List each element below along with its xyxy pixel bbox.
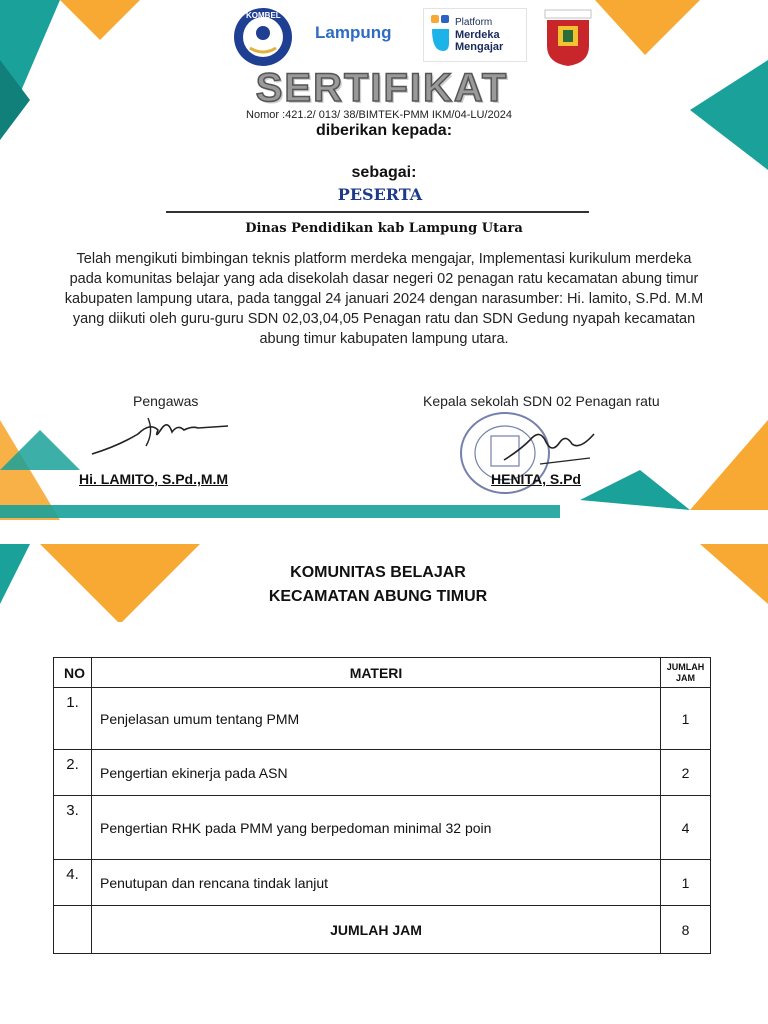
row-jam: 2 <box>661 750 711 796</box>
materi-table <box>53 657 711 954</box>
pmm-line3: Mengajar <box>455 41 504 53</box>
total-empty-cell <box>54 906 92 954</box>
certificate-body <box>0 249 768 349</box>
row-jam: 1 <box>661 860 711 906</box>
table-header-row <box>54 658 711 688</box>
body-line: Telah mengikuti bimbingan teknis platform merdeka mengajar, Implementasi kurikulum merdeka <box>76 251 692 267</box>
heading-line1: KOMUNITAS BELAJAR <box>290 564 466 581</box>
body-line: abung timur kabupaten lampung utara. <box>259 331 509 347</box>
row-no: 2. <box>54 750 92 796</box>
row-jam: 1 <box>661 688 711 750</box>
orange-triangle-top-right <box>595 0 700 55</box>
row-materi: Pengertian RHK pada PMM yang berpedoman minimal 32 poin <box>91 796 660 860</box>
certificate-number: Nomor :421.2/ 013/ 38/BIMTEK-PMM IKM/04-LU/2024 <box>246 109 512 121</box>
row-jam: 4 <box>661 796 711 860</box>
row-no: 4. <box>54 860 92 906</box>
lampung-utara-crest <box>543 8 593 68</box>
pmm-line2: Merdeka <box>455 29 500 41</box>
lampung-logo: Lampung <box>315 23 392 42</box>
orange-triangle-right <box>690 420 768 510</box>
signer-right-name: HENITA, S.Pd <box>491 471 581 487</box>
row-no: 1. <box>54 688 92 750</box>
table-row <box>54 688 711 750</box>
kombel-logo-text: KOMBEL <box>246 11 281 20</box>
col-no-header: NO <box>54 658 92 688</box>
body-line: kabupaten lampung utara, pada tanggal 24 januari 2024 dengan narasumber: Hi. lamito, S.Pd. M.M <box>64 291 704 307</box>
body-line: yang diikuti oleh guru-guru SDN 02,03,04,05 Penagan ratu dan SDN Gedung nyapah kecamatan <box>72 311 696 327</box>
col-jam-header <box>661 658 711 688</box>
divider-line <box>166 211 589 213</box>
page-gap <box>0 520 768 544</box>
table-row <box>54 750 711 796</box>
table-row <box>54 796 711 860</box>
col-materi-header: MATERI <box>91 658 660 688</box>
row-materi: Penjelasan umum tentang PMM <box>91 688 660 750</box>
pmm-logo-icon <box>429 15 451 55</box>
issuer-label: Dinas Pendidikan kab Lampung Utara <box>245 221 523 236</box>
given-to-label: diberikan kepada: <box>315 122 453 139</box>
second-page-header <box>0 544 768 622</box>
signature-left <box>88 410 238 460</box>
row-materi: Penutupan dan rencana tindak lanjut <box>91 860 660 906</box>
body-line: pada komunitas belajar yang ada disekolah dasar negeri 02 penagan ratu kecamatan abung timur <box>69 271 699 287</box>
table-total-row <box>54 906 711 954</box>
row-materi: Pengertian ekinerja pada ASN <box>91 750 660 796</box>
orange-triangle-top-left <box>60 0 140 40</box>
heading-line2: KECAMATAN ABUNG TIMUR <box>268 588 488 605</box>
komunitas-heading <box>0 561 762 609</box>
pmm-logo <box>423 8 527 62</box>
total-value: 8 <box>661 906 711 954</box>
teal-band-bottom <box>0 505 560 518</box>
signer-left-role: Pengawas <box>133 393 199 409</box>
as-label: sebagai: <box>351 164 417 181</box>
table-row <box>54 860 711 906</box>
pmm-line1: Platform <box>455 17 493 28</box>
role-label: PESERTA <box>337 185 423 204</box>
certificate-title: SERTIFIKAT <box>255 66 509 110</box>
signer-left-name: Hi. LAMITO, S.Pd.,M.M <box>79 471 229 487</box>
total-label: JUMLAH JAM <box>91 906 660 954</box>
signer-right-role: Kepala sekolah SDN 02 Penagan ratu <box>423 393 660 409</box>
col-jam-line1: JUMLAH <box>666 661 705 672</box>
col-jam-line2: JAM <box>676 672 696 683</box>
row-no: 3. <box>54 796 92 860</box>
teal-triangle-bottom-right <box>580 470 690 510</box>
signature-right <box>500 420 600 470</box>
